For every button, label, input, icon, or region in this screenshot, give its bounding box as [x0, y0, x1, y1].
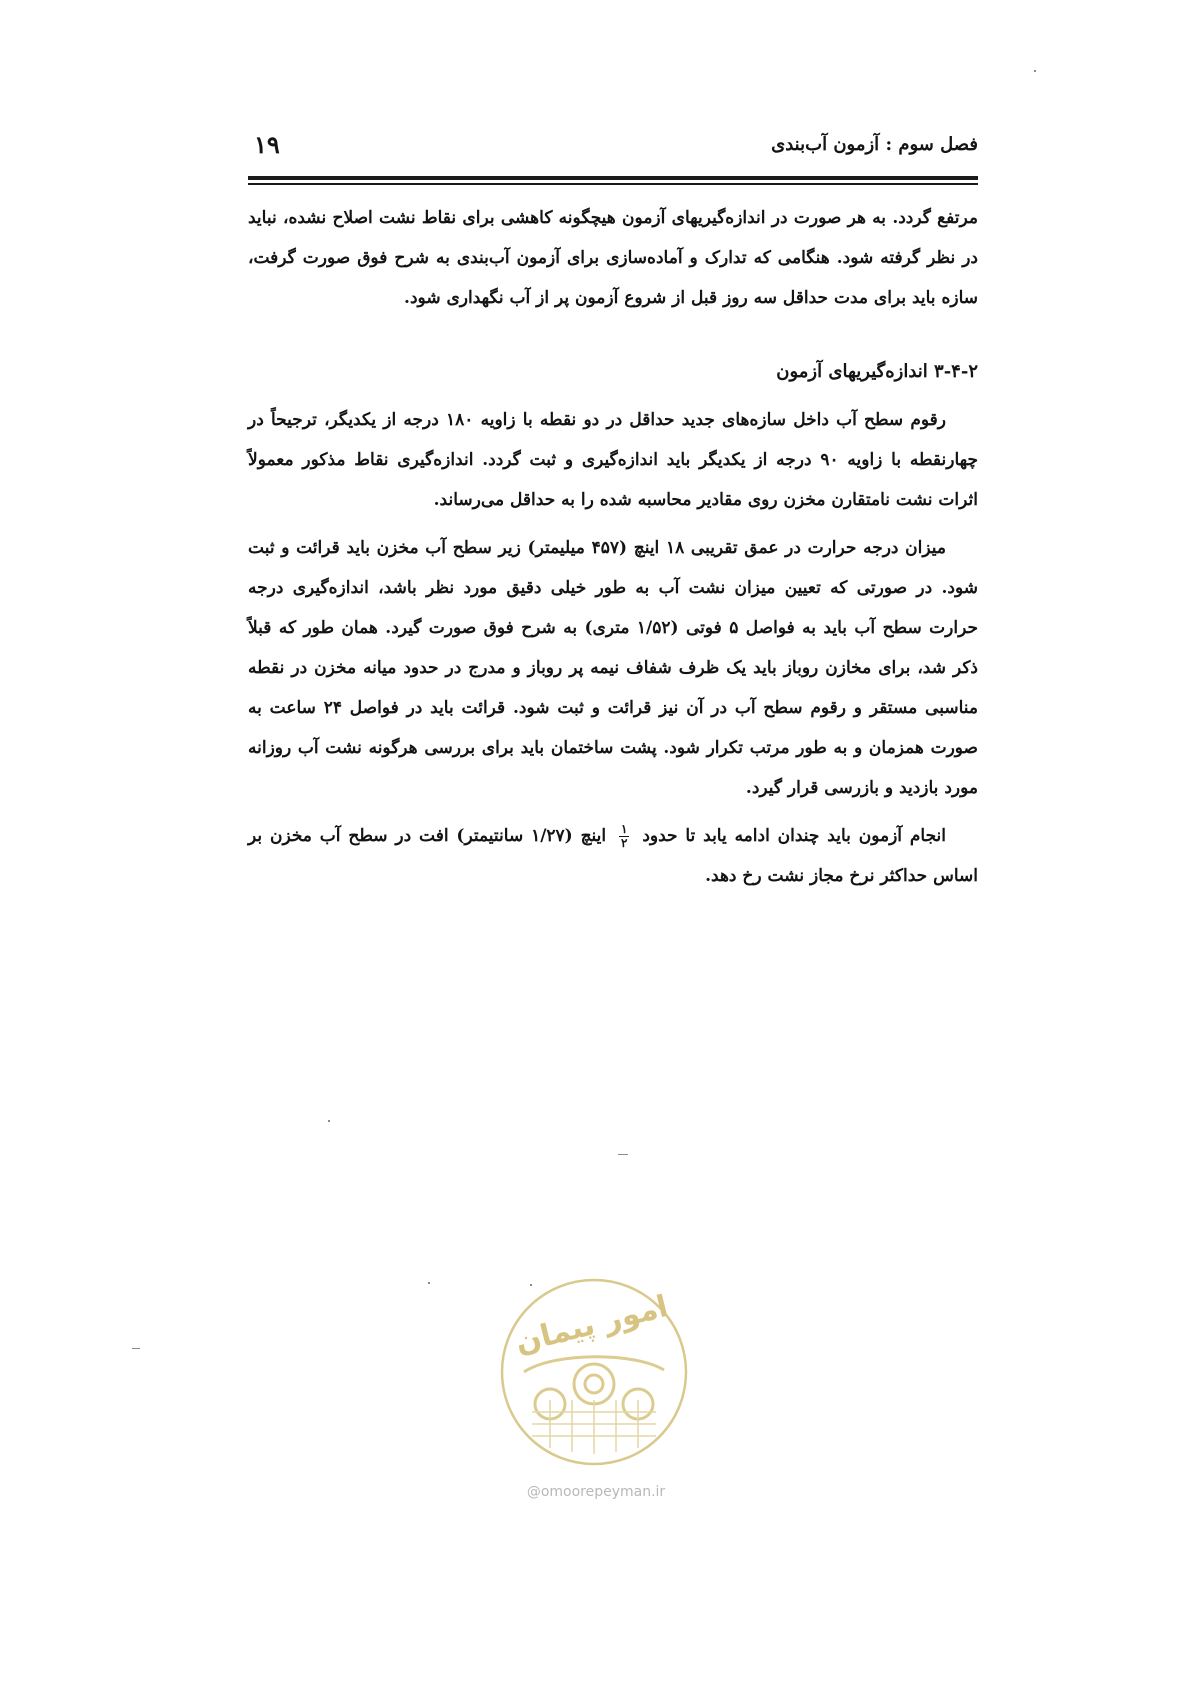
paragraph-3: میزان درجه حرارت در عمق تقریبی ۱۸ اینچ (۴۵۷ میلیمتر) زیر سطح آب مخزن باید قرائت و ثبت شود. در صورتی که تعیین میزان نشت آب به طور خیلی دقیق مورد نظر باشد، اندازه‌گیری درجه حرارت سطح آب باید به فواصل ۵ فوتی (۱/۵۲ متری) به شرح فوق صورت گیرد. همان طور که قبلاً ذکر شد، برای مخازن روباز باید یک ظرف شفاف نیمه پر روباز و مدرج در حدود میانه مخزن در نقطه مناسبی مستقر و رقوم سطح آب در آن نیز قرائت و ثبت شود. قرائت باید در فواصل ۲۴ ساعت به صورت همزمان و به طور مرتب تکرار شود. پشت ساختمان باید برای بررسی هرگونه نشت آب روزانه مورد بازدید و بازرسی قرار گیرد. — [248, 538, 978, 798]
running-header — [248, 128, 978, 168]
scan-speck — [530, 1284, 532, 1286]
paragraph-4-text-before: انجام آزمون باید چندان ادامه یابد تا حدود — [642, 826, 946, 846]
page-number: ۱۹ — [254, 130, 280, 159]
scan-speck — [1034, 70, 1036, 72]
watermark-url: @omoorepeyman.ir — [526, 1484, 666, 1500]
fraction-half — [619, 823, 629, 850]
fraction-numerator: ۱ — [621, 822, 628, 836]
section-heading: ۳-۴-۲ اندازه‌گیریهای آزمون — [776, 361, 978, 382]
scan-speck — [328, 1120, 330, 1122]
body-text — [248, 198, 978, 896]
paragraph-4 — [248, 816, 978, 896]
paragraph-4-text-after: اینچ (۱/۲۷ سانتیمتر) افت در سطح آب مخزن بر اساس حداکثر نرخ مجاز نشت رخ دهد. — [248, 826, 978, 886]
chapter-title: فصل سوم : آزمون آب‌بندی — [771, 134, 978, 155]
scan-speck — [618, 1154, 628, 1155]
scan-speck — [132, 1348, 140, 1349]
fraction-denominator: ۲ — [621, 836, 628, 850]
scan-speck — [428, 1282, 430, 1284]
header-rule-thin — [248, 183, 978, 185]
header-rule-thick — [248, 176, 978, 180]
watermark-seal-logo — [494, 1272, 694, 1472]
paragraph-1: مرتفع گردد. به هر صورت در اندازه‌گیریهای آزمون هیچگونه کاهشی برای نقاط نشت اصلاح نشده، نباید در نظر گرفته شود. هنگامی که تدارک و آماده‌سازی برای آزمون آب‌بندی به شرح فوق صورت گرفت، سازه باید برای مدت حداقل سه روز قبل از شروع آزمون پر از آب نگهداری شود. — [248, 208, 978, 308]
paragraph-2: رقوم سطح آب داخل سازه‌های جدید حداقل در دو نقطه با زاویه ۱۸۰ درجه از یکدیگر، ترجیحاً در چهارنقطه با زاویه ۹۰ درجه از یکدیگر باید اندازه‌گیری و ثبت گردد. اندازه‌گیری نقاط مذکور معمولاً اثرات نشت نامتقارن مخزن روی مقادیر محاسبه شده را به حداقل می‌رساند. — [248, 410, 978, 510]
svg-text:امور پیمان: امور پیمان — [511, 1288, 672, 1361]
